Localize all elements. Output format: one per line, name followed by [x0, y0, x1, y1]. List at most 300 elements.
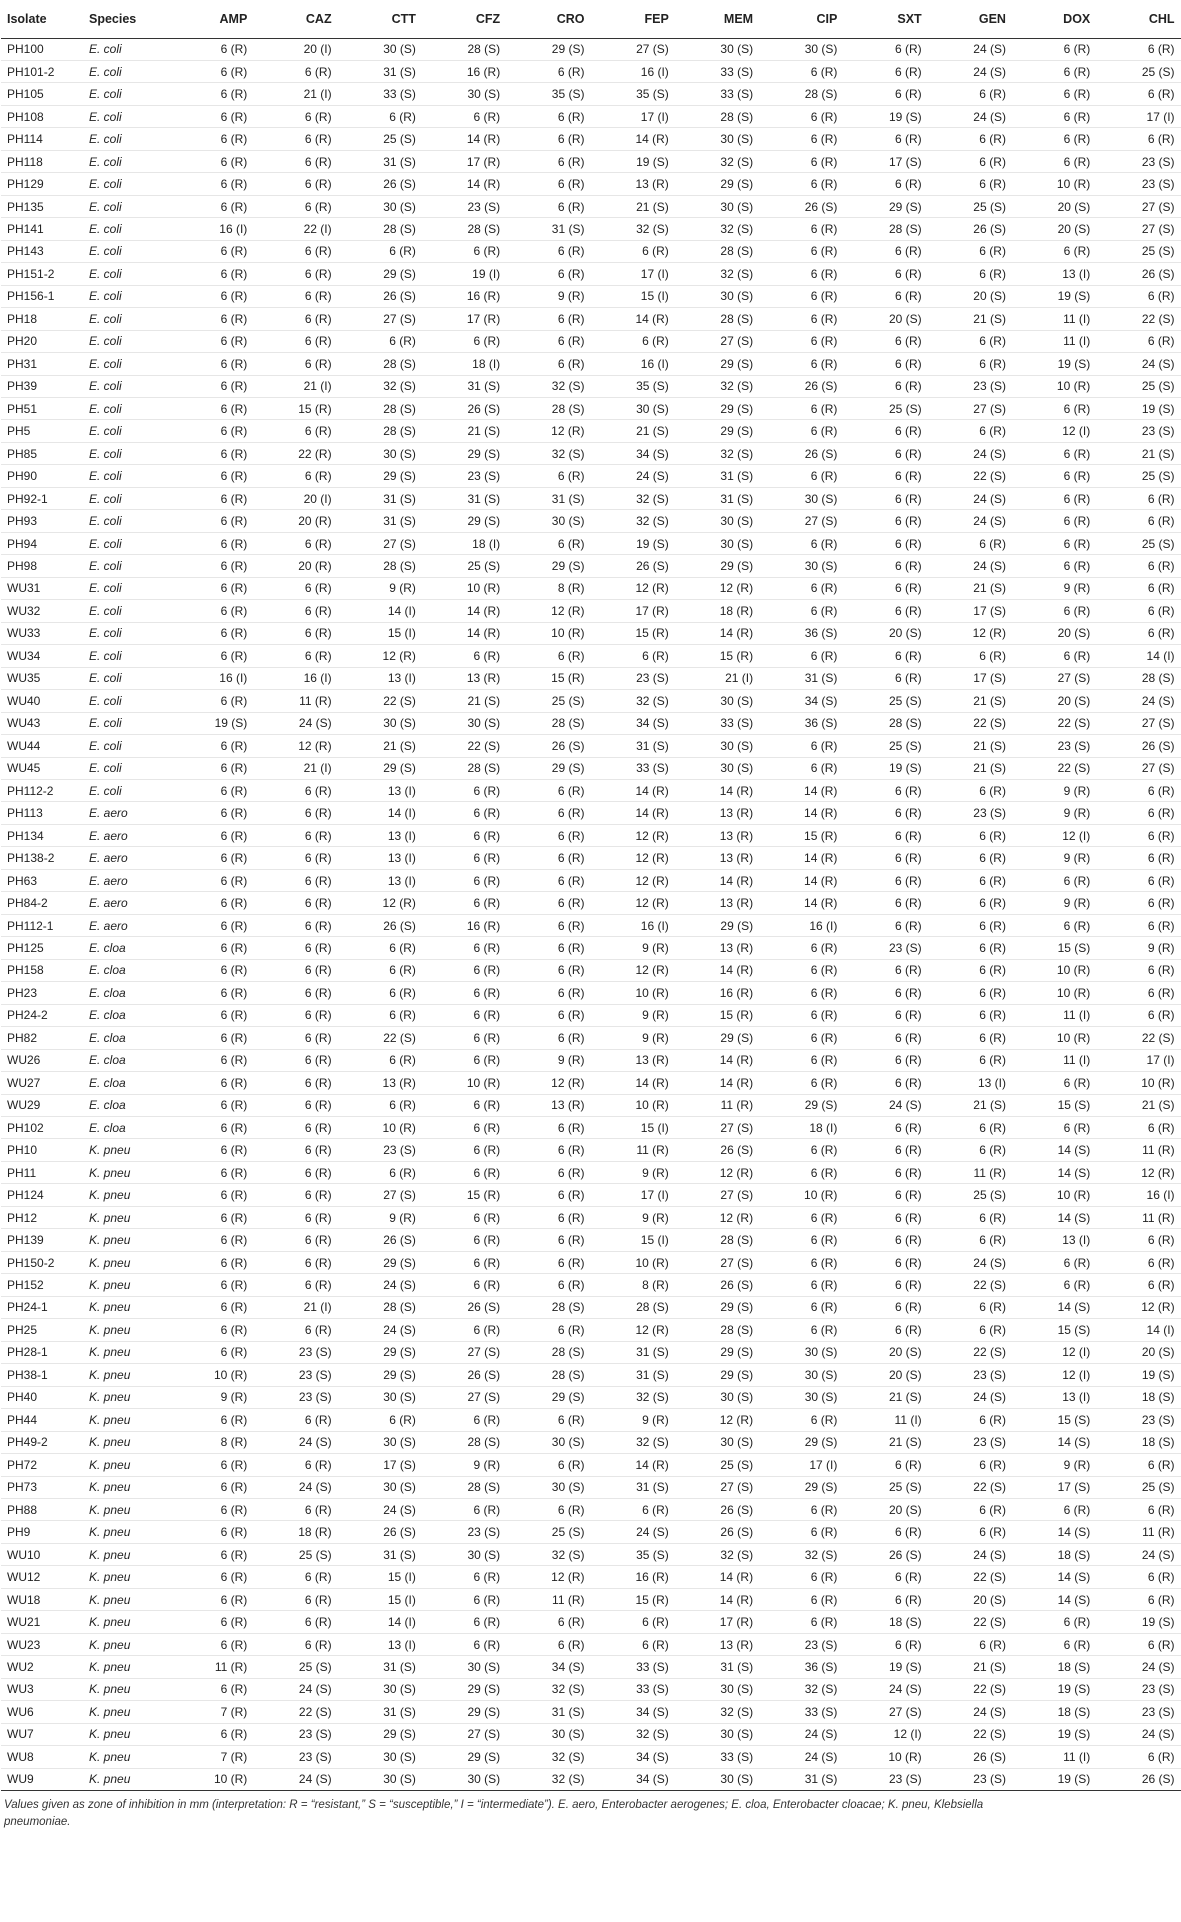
chl-cell: 27 (S)	[1096, 757, 1180, 779]
amp-cell: 6 (R)	[169, 1296, 253, 1318]
amp-cell: 6 (R)	[169, 285, 253, 307]
cro-cell: 32 (S)	[506, 1768, 590, 1790]
fep-cell: 17 (I)	[590, 105, 674, 127]
chl-cell: 24 (S)	[1096, 1656, 1180, 1678]
amp-cell: 6 (R)	[169, 622, 253, 644]
cfz-cell: 23 (S)	[422, 195, 506, 217]
cip-cell: 31 (S)	[759, 667, 843, 689]
amp-cell: 19 (S)	[169, 712, 253, 734]
sxt-cell: 6 (R)	[843, 442, 927, 464]
amp-cell: 6 (R)	[169, 1094, 253, 1116]
chl-cell: 18 (S)	[1096, 1431, 1180, 1453]
amp-cell: 6 (R)	[169, 1049, 253, 1071]
sxt-cell: 6 (R)	[843, 285, 927, 307]
species-cell: K. pneu	[83, 1656, 169, 1678]
dox-cell: 6 (R)	[1012, 240, 1096, 262]
mem-cell: 13 (R)	[675, 847, 759, 869]
cfz-cell: 28 (S)	[422, 38, 506, 60]
ctt-cell: 28 (S)	[338, 353, 422, 375]
fep-cell: 12 (R)	[590, 959, 674, 981]
dox-cell: 10 (R)	[1012, 959, 1096, 981]
isolate-cell: PH51	[1, 398, 83, 420]
cfz-cell: 18 (I)	[422, 353, 506, 375]
cfz-cell: 26 (S)	[422, 1364, 506, 1386]
fep-cell: 21 (S)	[590, 195, 674, 217]
isolate-cell: WU32	[1, 600, 83, 622]
cfz-cell: 6 (R)	[422, 330, 506, 352]
sxt-cell: 19 (S)	[843, 105, 927, 127]
caz-cell: 11 (R)	[253, 690, 337, 712]
table-row	[1, 1543, 1181, 1565]
sxt-cell: 23 (S)	[843, 1768, 927, 1790]
gen-cell: 22 (S)	[928, 1723, 1012, 1745]
cfz-cell: 29 (S)	[422, 1746, 506, 1768]
fep-cell: 35 (S)	[590, 1543, 674, 1565]
mem-cell: 27 (S)	[675, 1251, 759, 1273]
species-cell: K. pneu	[83, 1633, 169, 1655]
sxt-cell: 6 (R)	[843, 465, 927, 487]
column-header-gen: GEN	[928, 0, 1012, 38]
isolate-cell: WU34	[1, 645, 83, 667]
cfz-cell: 29 (S)	[422, 1701, 506, 1723]
sxt-cell: 17 (S)	[843, 150, 927, 172]
fep-cell: 34 (S)	[590, 1768, 674, 1790]
amp-cell: 10 (R)	[169, 1364, 253, 1386]
mem-cell: 30 (S)	[675, 1723, 759, 1745]
cip-cell: 6 (R)	[759, 1611, 843, 1633]
ctt-cell: 17 (S)	[338, 1454, 422, 1476]
table-row	[1, 1206, 1181, 1228]
cfz-cell: 6 (R)	[422, 1498, 506, 1520]
dox-cell: 10 (R)	[1012, 1184, 1096, 1206]
cip-cell: 6 (R)	[759, 173, 843, 195]
table-row	[1, 353, 1181, 375]
gen-cell: 6 (R)	[928, 1229, 1012, 1251]
cro-cell: 32 (S)	[506, 1746, 590, 1768]
table-row	[1, 1296, 1181, 1318]
cip-cell: 36 (S)	[759, 712, 843, 734]
fep-cell: 16 (R)	[590, 1566, 674, 1588]
dox-cell: 10 (R)	[1012, 982, 1096, 1004]
amp-cell: 6 (R)	[169, 442, 253, 464]
chl-cell: 24 (S)	[1096, 1543, 1180, 1565]
chl-cell: 9 (R)	[1096, 937, 1180, 959]
table-row	[1, 487, 1181, 509]
gen-cell: 25 (S)	[928, 1184, 1012, 1206]
species-cell: E. coli	[83, 757, 169, 779]
table-row	[1, 1498, 1181, 1520]
isolate-cell: WU18	[1, 1588, 83, 1610]
chl-cell: 25 (S)	[1096, 60, 1180, 82]
chl-cell: 19 (S)	[1096, 398, 1180, 420]
gen-cell: 6 (R)	[928, 353, 1012, 375]
table-row	[1, 1139, 1181, 1161]
ctt-cell: 12 (R)	[338, 645, 422, 667]
dox-cell: 9 (R)	[1012, 577, 1096, 599]
cfz-cell: 6 (R)	[422, 1094, 506, 1116]
table-row	[1, 442, 1181, 464]
isolate-cell: PH124	[1, 1184, 83, 1206]
cip-cell: 6 (R)	[759, 1229, 843, 1251]
cip-cell: 6 (R)	[759, 1206, 843, 1228]
table-row	[1, 420, 1181, 442]
gen-cell: 6 (R)	[928, 1409, 1012, 1431]
ctt-cell: 21 (S)	[338, 735, 422, 757]
isolate-cell: PH88	[1, 1498, 83, 1520]
table-row	[1, 218, 1181, 240]
species-cell: K. pneu	[83, 1521, 169, 1543]
chl-cell: 6 (R)	[1096, 959, 1180, 981]
gen-cell: 6 (R)	[928, 1633, 1012, 1655]
fep-cell: 6 (R)	[590, 330, 674, 352]
ctt-cell: 30 (S)	[338, 195, 422, 217]
species-cell: K. pneu	[83, 1543, 169, 1565]
isolate-cell: WU6	[1, 1701, 83, 1723]
cfz-cell: 6 (R)	[422, 105, 506, 127]
cfz-cell: 27 (S)	[422, 1386, 506, 1408]
cfz-cell: 6 (R)	[422, 1633, 506, 1655]
chl-cell: 25 (S)	[1096, 532, 1180, 554]
table-row	[1, 83, 1181, 105]
ctt-cell: 29 (S)	[338, 1364, 422, 1386]
species-cell: K. pneu	[83, 1498, 169, 1520]
sxt-cell: 6 (R)	[843, 60, 927, 82]
amp-cell: 6 (R)	[169, 802, 253, 824]
table-row	[1, 577, 1181, 599]
dox-cell: 6 (R)	[1012, 869, 1096, 891]
caz-cell: 6 (R)	[253, 802, 337, 824]
table-row	[1, 757, 1181, 779]
cro-cell: 30 (S)	[506, 510, 590, 532]
isolate-cell: PH73	[1, 1476, 83, 1498]
gen-cell: 6 (R)	[928, 1454, 1012, 1476]
isolate-cell: PH151-2	[1, 263, 83, 285]
chl-cell: 6 (R)	[1096, 1746, 1180, 1768]
gen-cell: 6 (R)	[928, 869, 1012, 891]
dox-cell: 6 (R)	[1012, 150, 1096, 172]
species-cell: E. cloa	[83, 1117, 169, 1139]
cro-cell: 6 (R)	[506, 173, 590, 195]
caz-cell: 6 (R)	[253, 645, 337, 667]
fep-cell: 33 (S)	[590, 1656, 674, 1678]
dox-cell: 14 (S)	[1012, 1206, 1096, 1228]
isolate-cell: PH5	[1, 420, 83, 442]
fep-cell: 12 (R)	[590, 847, 674, 869]
gen-cell: 6 (R)	[928, 83, 1012, 105]
amp-cell: 6 (R)	[169, 195, 253, 217]
cfz-cell: 6 (R)	[422, 240, 506, 262]
mem-cell: 32 (S)	[675, 1543, 759, 1565]
chl-cell: 6 (R)	[1096, 1251, 1180, 1273]
sxt-cell: 21 (S)	[843, 1431, 927, 1453]
amp-cell: 6 (R)	[169, 1633, 253, 1655]
caz-cell: 6 (R)	[253, 959, 337, 981]
isolate-cell: PH134	[1, 824, 83, 846]
table-row	[1, 38, 1181, 60]
ctt-cell: 30 (S)	[338, 1768, 422, 1790]
ctt-cell: 31 (S)	[338, 60, 422, 82]
column-header-isolate: Isolate	[1, 0, 83, 38]
cip-cell: 6 (R)	[759, 60, 843, 82]
fep-cell: 27 (S)	[590, 38, 674, 60]
ctt-cell: 13 (I)	[338, 824, 422, 846]
cfz-cell: 6 (R)	[422, 982, 506, 1004]
amp-cell: 6 (R)	[169, 690, 253, 712]
table-row	[1, 892, 1181, 914]
ctt-cell: 23 (S)	[338, 1139, 422, 1161]
amp-cell: 6 (R)	[169, 128, 253, 150]
amp-cell: 6 (R)	[169, 735, 253, 757]
cip-cell: 6 (R)	[759, 353, 843, 375]
fep-cell: 11 (R)	[590, 1139, 674, 1161]
cfz-cell: 6 (R)	[422, 1611, 506, 1633]
chl-cell: 12 (R)	[1096, 1161, 1180, 1183]
sxt-cell: 18 (S)	[843, 1611, 927, 1633]
fep-cell: 34 (S)	[590, 712, 674, 734]
cip-cell: 27 (S)	[759, 510, 843, 532]
chl-cell: 6 (R)	[1096, 38, 1180, 60]
cip-cell: 17 (I)	[759, 1454, 843, 1476]
caz-cell: 21 (I)	[253, 1296, 337, 1318]
cip-cell: 6 (R)	[759, 1049, 843, 1071]
table-body	[1, 38, 1181, 1791]
cip-cell: 6 (R)	[759, 1274, 843, 1296]
cfz-cell: 10 (R)	[422, 1072, 506, 1094]
chl-cell: 17 (I)	[1096, 105, 1180, 127]
table-row	[1, 690, 1181, 712]
cro-cell: 15 (R)	[506, 667, 590, 689]
cfz-cell: 29 (S)	[422, 1678, 506, 1700]
chl-cell: 6 (R)	[1096, 1498, 1180, 1520]
isolate-cell: PH90	[1, 465, 83, 487]
cro-cell: 6 (R)	[506, 824, 590, 846]
species-cell: E. cloa	[83, 1049, 169, 1071]
caz-cell: 6 (R)	[253, 1161, 337, 1183]
isolate-cell: PH139	[1, 1229, 83, 1251]
cfz-cell: 30 (S)	[422, 83, 506, 105]
cfz-cell: 18 (I)	[422, 532, 506, 554]
fep-cell: 13 (R)	[590, 173, 674, 195]
dox-cell: 6 (R)	[1012, 1498, 1096, 1520]
table-row	[1, 824, 1181, 846]
table-row	[1, 1588, 1181, 1610]
dox-cell: 20 (S)	[1012, 218, 1096, 240]
mem-cell: 15 (R)	[675, 1004, 759, 1026]
cfz-cell: 30 (S)	[422, 1768, 506, 1790]
sxt-cell: 6 (R)	[843, 667, 927, 689]
ctt-cell: 6 (R)	[338, 240, 422, 262]
cfz-cell: 13 (R)	[422, 667, 506, 689]
isolate-cell: PH113	[1, 802, 83, 824]
dox-cell: 11 (I)	[1012, 308, 1096, 330]
chl-cell: 6 (R)	[1096, 824, 1180, 846]
sxt-cell: 23 (S)	[843, 937, 927, 959]
caz-cell: 24 (S)	[253, 1678, 337, 1700]
ctt-cell: 29 (S)	[338, 1723, 422, 1745]
caz-cell: 12 (R)	[253, 735, 337, 757]
amp-cell: 6 (R)	[169, 487, 253, 509]
sxt-cell: 20 (S)	[843, 1364, 927, 1386]
caz-cell: 22 (R)	[253, 442, 337, 464]
dox-cell: 14 (S)	[1012, 1588, 1096, 1610]
table-row	[1, 105, 1181, 127]
caz-cell: 6 (R)	[253, 600, 337, 622]
chl-cell: 23 (S)	[1096, 173, 1180, 195]
species-cell: E. cloa	[83, 1027, 169, 1049]
species-cell: K. pneu	[83, 1274, 169, 1296]
mem-cell: 13 (R)	[675, 892, 759, 914]
gen-cell: 6 (R)	[928, 779, 1012, 801]
amp-cell: 6 (R)	[169, 1678, 253, 1700]
chl-cell: 22 (S)	[1096, 1027, 1180, 1049]
mem-cell: 27 (S)	[675, 1117, 759, 1139]
amp-cell: 6 (R)	[169, 892, 253, 914]
cip-cell: 6 (R)	[759, 263, 843, 285]
mem-cell: 29 (S)	[675, 1341, 759, 1363]
cfz-cell: 27 (S)	[422, 1723, 506, 1745]
cfz-cell: 6 (R)	[422, 959, 506, 981]
ctt-cell: 6 (R)	[338, 959, 422, 981]
isolate-cell: PH63	[1, 869, 83, 891]
caz-cell: 23 (S)	[253, 1341, 337, 1363]
cip-cell: 29 (S)	[759, 1476, 843, 1498]
gen-cell: 24 (S)	[928, 487, 1012, 509]
chl-cell: 21 (S)	[1096, 442, 1180, 464]
caz-cell: 25 (S)	[253, 1656, 337, 1678]
ctt-cell: 6 (R)	[338, 1161, 422, 1183]
fep-cell: 19 (S)	[590, 150, 674, 172]
cip-cell: 26 (S)	[759, 375, 843, 397]
mem-cell: 29 (S)	[675, 398, 759, 420]
chl-cell: 6 (R)	[1096, 1454, 1180, 1476]
cip-cell: 16 (I)	[759, 914, 843, 936]
amp-cell: 16 (I)	[169, 218, 253, 240]
dox-cell: 12 (I)	[1012, 420, 1096, 442]
column-header-ctt: CTT	[338, 0, 422, 38]
fep-cell: 14 (R)	[590, 1072, 674, 1094]
chl-cell: 24 (S)	[1096, 1723, 1180, 1745]
fep-cell: 31 (S)	[590, 1364, 674, 1386]
caz-cell: 6 (R)	[253, 1454, 337, 1476]
chl-cell: 6 (R)	[1096, 1117, 1180, 1139]
fep-cell: 9 (R)	[590, 937, 674, 959]
dox-cell: 6 (R)	[1012, 105, 1096, 127]
fep-cell: 14 (R)	[590, 308, 674, 330]
isolate-cell: PH40	[1, 1386, 83, 1408]
amp-cell: 6 (R)	[169, 1566, 253, 1588]
dox-cell: 6 (R)	[1012, 83, 1096, 105]
chl-cell: 28 (S)	[1096, 667, 1180, 689]
cfz-cell: 16 (R)	[422, 914, 506, 936]
gen-cell: 6 (R)	[928, 1117, 1012, 1139]
cro-cell: 6 (R)	[506, 240, 590, 262]
amp-cell: 6 (R)	[169, 308, 253, 330]
gen-cell: 22 (S)	[928, 712, 1012, 734]
cro-cell: 6 (R)	[506, 892, 590, 914]
cfz-cell: 28 (S)	[422, 218, 506, 240]
amp-cell: 6 (R)	[169, 1251, 253, 1273]
table-row	[1, 195, 1181, 217]
cro-cell: 6 (R)	[506, 353, 590, 375]
gen-cell: 25 (S)	[928, 195, 1012, 217]
cro-cell: 32 (S)	[506, 1678, 590, 1700]
caz-cell: 6 (R)	[253, 1588, 337, 1610]
gen-cell: 6 (R)	[928, 1004, 1012, 1026]
isolate-cell: PH152	[1, 1274, 83, 1296]
cip-cell: 6 (R)	[759, 420, 843, 442]
species-cell: K. pneu	[83, 1611, 169, 1633]
cip-cell: 6 (R)	[759, 1139, 843, 1161]
sxt-cell: 26 (S)	[843, 1543, 927, 1565]
gen-cell: 6 (R)	[928, 847, 1012, 869]
mem-cell: 26 (S)	[675, 1521, 759, 1543]
gen-cell: 6 (R)	[928, 1206, 1012, 1228]
ctt-cell: 28 (S)	[338, 420, 422, 442]
table-row	[1, 645, 1181, 667]
gen-cell: 21 (S)	[928, 577, 1012, 599]
cip-cell: 6 (R)	[759, 735, 843, 757]
caz-cell: 20 (R)	[253, 510, 337, 532]
isolate-cell: PH24-2	[1, 1004, 83, 1026]
table-row	[1, 959, 1181, 981]
mem-cell: 33 (S)	[675, 712, 759, 734]
gen-cell: 6 (R)	[928, 645, 1012, 667]
cip-cell: 6 (R)	[759, 1566, 843, 1588]
amp-cell: 6 (R)	[169, 375, 253, 397]
fep-cell: 6 (R)	[590, 1498, 674, 1520]
dox-cell: 9 (R)	[1012, 802, 1096, 824]
fep-cell: 12 (R)	[590, 1319, 674, 1341]
dox-cell: 19 (S)	[1012, 285, 1096, 307]
amp-cell: 6 (R)	[169, 1409, 253, 1431]
sxt-cell: 6 (R)	[843, 420, 927, 442]
cip-cell: 23 (S)	[759, 1633, 843, 1655]
sxt-cell: 6 (R)	[843, 1004, 927, 1026]
amp-cell: 6 (R)	[169, 959, 253, 981]
isolate-cell: WU23	[1, 1633, 83, 1655]
species-cell: K. pneu	[83, 1476, 169, 1498]
mem-cell: 13 (R)	[675, 802, 759, 824]
sxt-cell: 20 (S)	[843, 1341, 927, 1363]
sxt-cell: 6 (R)	[843, 375, 927, 397]
chl-cell: 21 (S)	[1096, 1094, 1180, 1116]
ctt-cell: 30 (S)	[338, 712, 422, 734]
species-cell: K. pneu	[83, 1296, 169, 1318]
dox-cell: 11 (I)	[1012, 1049, 1096, 1071]
table-row	[1, 510, 1181, 532]
amp-cell: 6 (R)	[169, 1072, 253, 1094]
cfz-cell: 14 (R)	[422, 128, 506, 150]
cro-cell: 31 (S)	[506, 218, 590, 240]
caz-cell: 6 (R)	[253, 1004, 337, 1026]
cip-cell: 14 (R)	[759, 869, 843, 891]
fep-cell: 10 (R)	[590, 1094, 674, 1116]
amp-cell: 6 (R)	[169, 1588, 253, 1610]
dox-cell: 6 (R)	[1012, 128, 1096, 150]
cip-cell: 6 (R)	[759, 308, 843, 330]
chl-cell: 6 (R)	[1096, 1004, 1180, 1026]
cfz-cell: 30 (S)	[422, 1543, 506, 1565]
caz-cell: 6 (R)	[253, 937, 337, 959]
isolate-cell: PH150-2	[1, 1251, 83, 1273]
fep-cell: 14 (R)	[590, 1454, 674, 1476]
species-cell: E. coli	[83, 645, 169, 667]
cfz-cell: 17 (R)	[422, 150, 506, 172]
caz-cell: 6 (R)	[253, 914, 337, 936]
species-cell: E. coli	[83, 240, 169, 262]
caz-cell: 6 (R)	[253, 1498, 337, 1520]
gen-cell: 24 (S)	[928, 442, 1012, 464]
